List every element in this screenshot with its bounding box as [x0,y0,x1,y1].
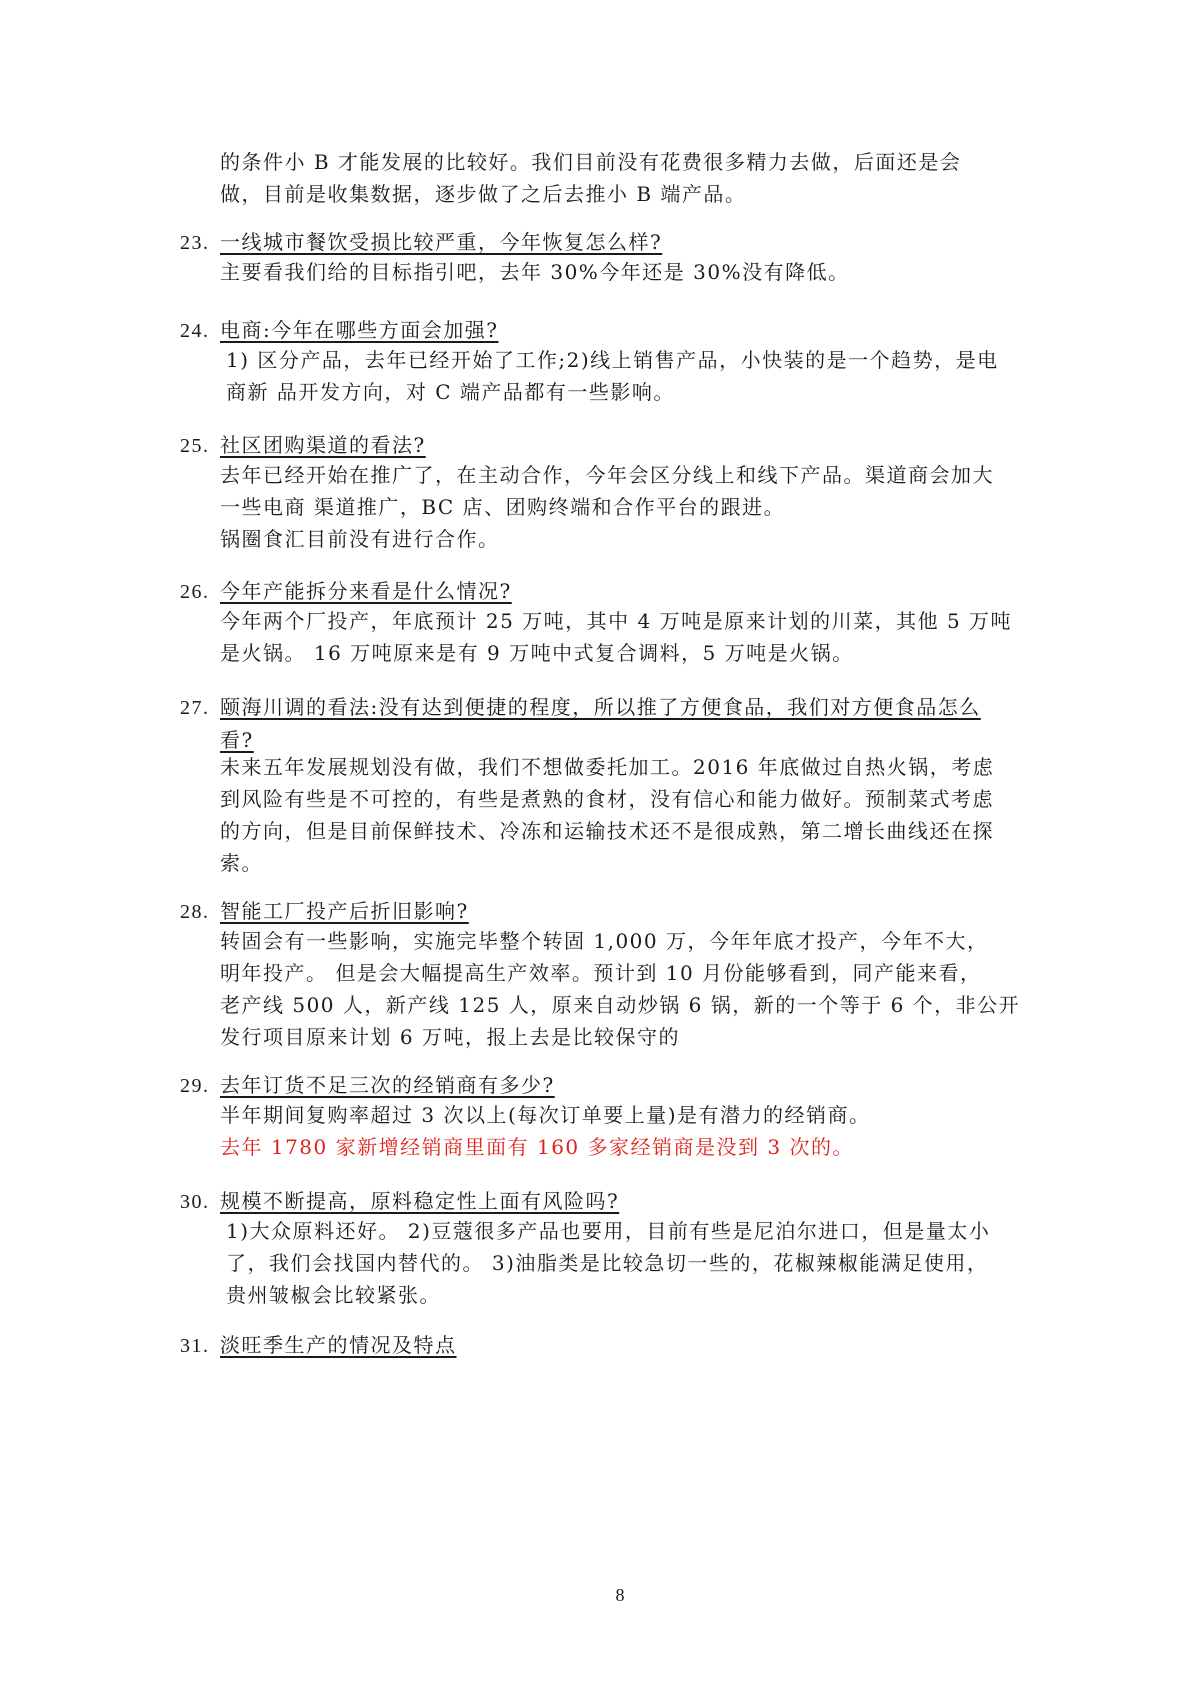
text-line: 一些电商 渠道推广，BC 店、团购终端和合作平台的跟进。 [220,495,786,519]
answer-24 [226,344,1046,408]
question-text: 淡旺季生产的情况及特点 [220,1333,457,1357]
text-line: 的条件小 B 才能发展的比较好。我们目前没有花费很多精力去做，后面还是会 [220,150,962,174]
text-line: 去年已经开始在推广了，在主动合作，今年会区分线上和线下产品。渠道商会加大 [220,463,994,487]
question-number: 29. [180,1075,210,1097]
text-line: 今年两个厂投产，年底预计 25 万吨，其中 4 万吨是原来计划的川菜，其他 5 万吨 [220,609,1013,633]
answer-23 [220,256,1040,288]
text-line: 主要看我们给的目标指引吧，去年 30%今年还是 30%没有降低。 [220,260,850,284]
text-line: 的方向，但是目前保鲜技术、冷冻和运输技术还不是很成熟，第二增长曲线还在探 [220,819,994,843]
text-line: 锅圈食汇目前没有进行合作。 [220,527,500,551]
text-line: 半年期间复购率超过 3 次以上(每次订单要上量)是有潜力的经销商。 [220,1103,871,1127]
text-line: 索。 [220,851,263,875]
text-line: 1)大众原料还好。 2)豆蔻很多产品也要用，目前有些是尼泊尔进口，但是量太小 [226,1219,991,1243]
text-line: 贵州皱椒会比较紧张。 [226,1283,441,1307]
question-text: 社区团购渠道的看法? [220,433,426,457]
text-line: 发行项目原来计划 6 万吨，报上去是比较保守的 [220,1025,680,1049]
text-line: 是火锅。 16 万吨原来是有 9 万吨中式复合调料，5 万吨是火锅。 [220,641,854,665]
question-24 [180,314,1040,347]
text-line: 1) 区分产品，去年已经开始了工作;2)线上销售产品，小快装的是一个趋势，是电 [226,348,999,372]
question-text: 今年产能拆分来看是什么情况? [220,579,512,603]
question-number: 26. [180,581,210,603]
text-line: 了，我们会找国内替代的。 3)油脂类是比较急切一些的，花椒辣椒能满足使用， [226,1251,989,1275]
question-number: 27. [180,697,210,719]
question-30 [180,1185,1040,1218]
highlighted-text-line: 去年 1780 家新增经销商里面有 160 多家经销商是没到 3 次的。 [220,1135,854,1159]
text-line: 商新 品开发方向，对 C 端产品都有一些影响。 [226,380,675,404]
intro-paragraph [220,146,1040,210]
answer-27 [220,751,1040,879]
question-23 [180,226,1040,259]
question-text: 智能工厂投产后折旧影响? [220,899,469,923]
text-line: 转固会有一些影响，实施完毕整个转固 1,000 万，今年年底才投产，今年不大， [220,929,989,953]
question-number: 31. [180,1335,210,1357]
question-number: 30. [180,1191,210,1213]
question-number: 23. [180,232,210,254]
question-26 [180,575,1040,608]
question-29 [180,1069,1040,1102]
text-line: 做，目前是收集数据，逐步做了之后去推小 B 端产品。 [220,182,747,206]
question-31 [180,1329,1040,1362]
question-text: 规模不断提高，原料稳定性上面有风险吗? [220,1189,620,1213]
answer-30 [226,1215,1046,1311]
answer-28 [220,925,1040,1053]
text-line: 明年投产。 但是会大幅提高生产效率。预计到 10 月份能够看到，同产能来看， [220,961,982,985]
text-line: 未来五年发展规划没有做，我们不想做委托加工。2016 年底做过自热火锅，考虑 [220,755,995,779]
answer-26 [220,605,1040,669]
question-28 [180,895,1040,928]
answer-29 [220,1099,1040,1163]
question-number: 24. [180,320,210,342]
question-text-continued: 看? [220,728,254,752]
answer-25 [220,459,1040,555]
question-number: 25. [180,435,210,457]
question-text: 电商:今年在哪些方面会加强? [220,318,499,342]
page-number: 8 [615,1585,625,1605]
text-line: 老产线 500 人，新产线 125 人，原来自动炒锅 6 锅，新的一个等于 6 个，非公开 [220,993,1021,1017]
text-line: 到风险有些是不可控的，有些是煮熟的食材，没有信心和能力做好。预制菜式考虑 [220,787,994,811]
question-number: 28. [180,901,210,923]
question-text: 一线城市餐饮受损比较严重，今年恢复怎么样? [220,230,663,254]
question-text: 颐海川调的看法:没有达到便捷的程度，所以推了方便食品，我们对方便食品怎么 [220,695,981,719]
question-text: 去年订货不足三次的经销商有多少? [220,1073,555,1097]
question-25 [180,429,1040,462]
question-27 [180,691,1040,756]
